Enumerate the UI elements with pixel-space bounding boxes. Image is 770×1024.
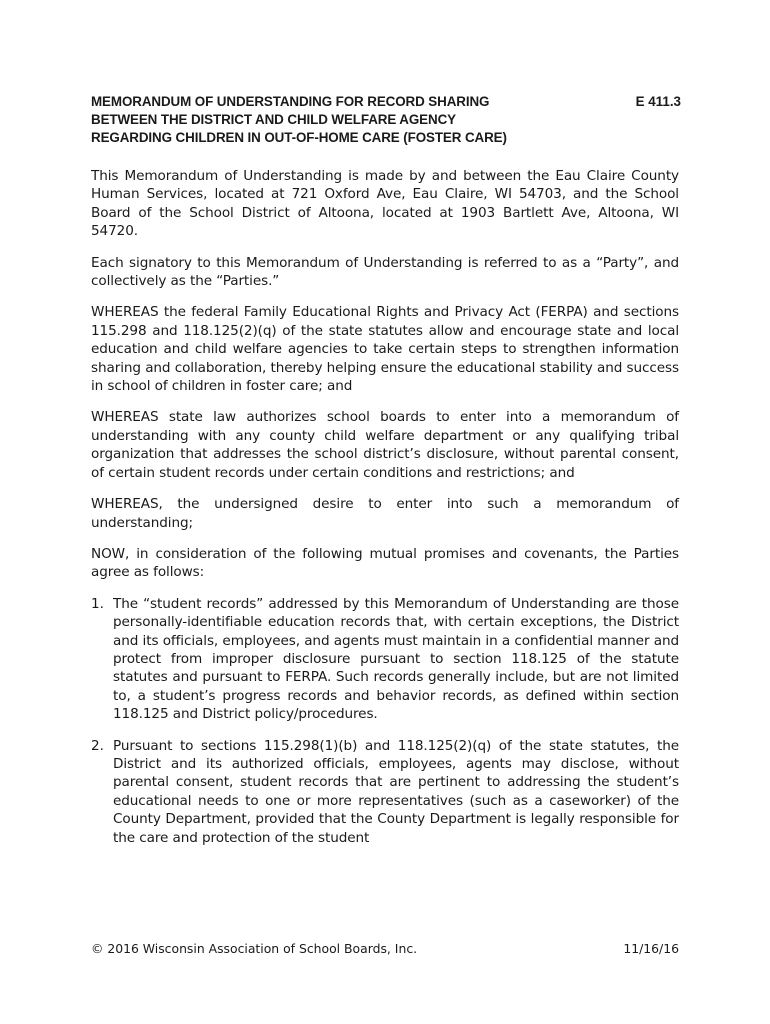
footer-date: 11/16/16	[623, 941, 679, 956]
list-text: Pursuant to sections 115.298(1)(b) and 118.125(2)(q) of the state statutes, the District and its authorized officials, employees, agents may disclose, without parental consent, student records that are pertinent to addressing the student’s educational needs to one or more representatives (such as a caseworker) of the County Department, provided that the County Department is legally responsible for the care and protection of the student	[113, 737, 679, 846]
title-line: BETWEEN THE DISTRICT AND CHILD WELFARE AGENCY	[91, 112, 456, 127]
title-line: MEMORANDUM OF UNDERSTANDING FOR RECORD SHARING	[91, 94, 490, 109]
list-item	[91, 595, 679, 724]
whereas-paragraph: WHEREAS the federal Family Educational Rights and Privacy Act (FERPA) and sections 115.298 and 118.125(2)(q) of the state statutes allow and encourage state and local education and child welfare agencies to take certain steps to strengthen information sharing and collaboration, thereby helping ensure the educational stability and success in school of children in foster care; and	[91, 304, 679, 395]
parties-paragraph: Each signatory to this Memorandum of Understanding is referred to as a “Party”, and collectively as the “Parties.”	[91, 254, 679, 290]
now-paragraph: NOW, in consideration of the following mutual promises and covenants, the Parties agree as follows:	[91, 545, 679, 581]
policy-code: E 411.3	[635, 94, 681, 109]
whereas-paragraph: WHEREAS state law authorizes school boards to enter into a memorandum of understanding with any county child welfare department or any qualifying tribal organization that addresses the school district’s disclosure, without parental consent, of certain student records under certain conditions and restrictions; and	[91, 409, 679, 481]
list-number: 1.	[91, 595, 104, 612]
footer-copyright: © 2016 Wisconsin Association of School Boards, Inc.	[91, 941, 418, 956]
list-item	[91, 737, 679, 847]
list-number: 2.	[91, 737, 104, 754]
document-body	[91, 167, 679, 860]
document-footer	[91, 940, 679, 958]
title-line: REGARDING CHILDREN IN OUT-OF-HOME CARE (FOSTER CARE)	[91, 130, 507, 145]
intro-paragraph: This Memorandum of Understanding is made by and between the Eau Claire County Human Services, located at 721 Oxford Ave, Eau Claire, WI 54703, and the School Board of the School District of Altoona, located at 1903 Bartlett Ave, Altoona, WI 54720.	[91, 168, 679, 240]
document-header	[91, 93, 681, 147]
whereas-paragraph: WHEREAS, the undersigned desire to enter into such a memorandum of understanding;	[91, 496, 679, 531]
list-text: The “student records” addressed by this Memorandum of Understanding are those personally-identifiable education records that, with certain exceptions, the District and its officials, employees, and agents must maintain in a confidential manner and protect from improper disclosure pursuant to section 118.125 of the statute statutes and pursuant to FERPA. Such records generally include, but are not limited to, a student’s progress records and behavior records, as defined within section 118.125 and District policy/procedures.	[113, 595, 679, 723]
